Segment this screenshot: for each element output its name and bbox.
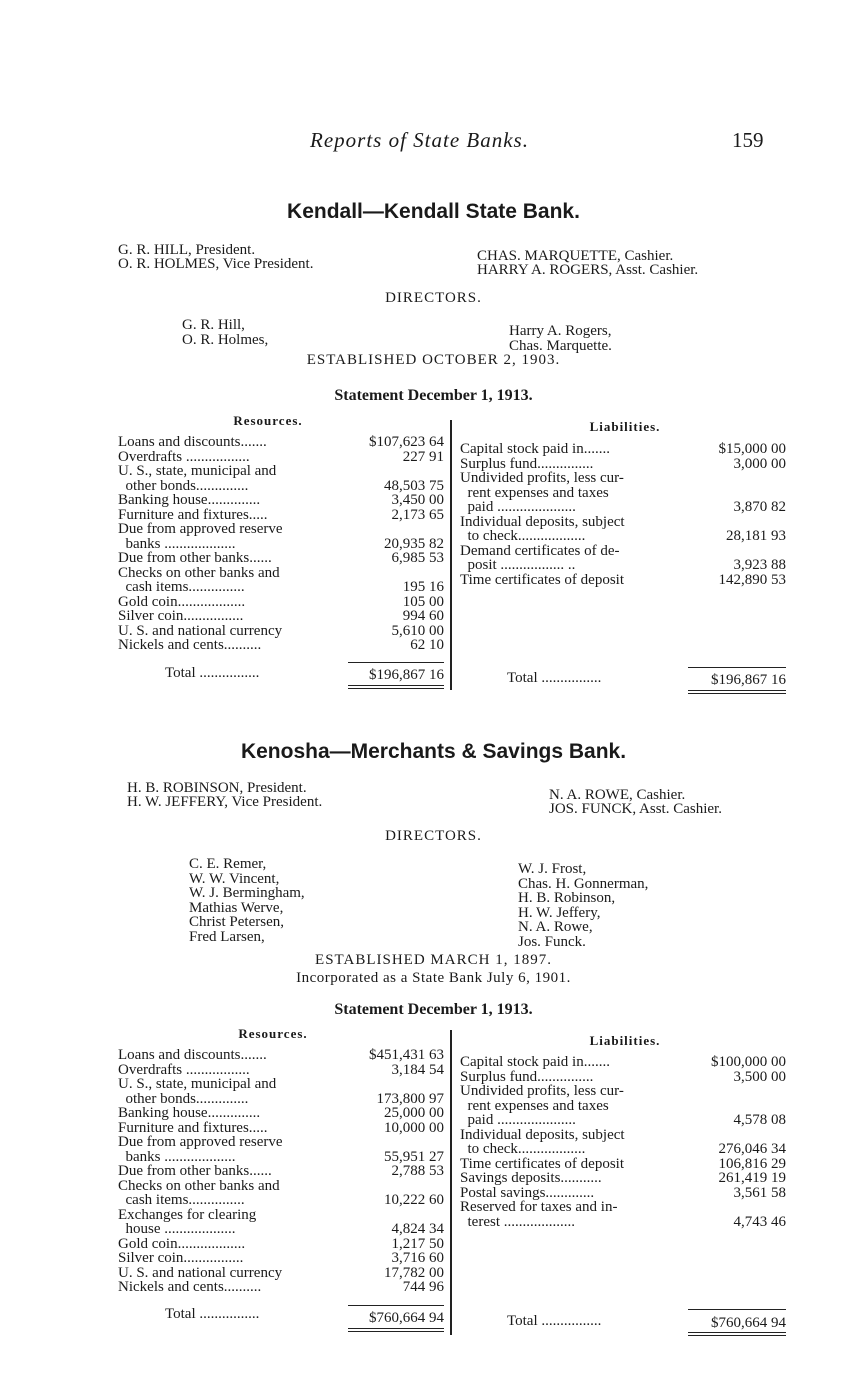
ledger-row <box>118 551 448 566</box>
ledger-label: rent expenses and taxes <box>460 1097 609 1114</box>
ledger-label: Surplus fund............... <box>460 455 594 472</box>
ledger-label: Undivided profits, less cur- <box>460 1083 624 1099</box>
ledger-label: house ................... <box>118 1221 236 1237</box>
ledger-row <box>118 595 448 610</box>
ledger-label: Surplus fund............... <box>460 1068 594 1085</box>
bank2-title: Kenosha—Merchants & Savings Bank. <box>240 740 627 763</box>
ledger-row <box>118 638 448 653</box>
ledger-amount: $100,000 00 <box>711 1054 786 1070</box>
bank2-directors-left <box>189 857 305 944</box>
ledger-row <box>118 493 448 508</box>
ledger-label: Capital stock paid in....... <box>460 1054 610 1070</box>
director-name: Christ Petersen, <box>189 914 284 930</box>
bank2-incorporated: Incorporated as a State Bank July 6, 1901. <box>296 970 571 986</box>
ledger-label: terest ................... <box>460 1213 575 1230</box>
ledger-label: cash items............... <box>118 579 245 595</box>
ledger-amount: 4,824 34 <box>391 1221 444 1237</box>
bank1-directors-heading: DIRECTORS. <box>385 290 482 306</box>
ledger-row <box>460 573 790 588</box>
ledger-amount: 28,181 93 <box>726 528 786 544</box>
ledger-amount: 3,450 00 <box>391 492 444 508</box>
bank1-officers-left <box>118 243 313 271</box>
ledger-amount: 48,503 75 <box>384 477 444 494</box>
ledger-label: other bonds.............. <box>118 477 249 494</box>
ledger-label: rent expenses and taxes <box>460 484 609 501</box>
ledger-row <box>118 464 448 479</box>
bank1-total-liabilities: $196,867 16 <box>711 672 786 688</box>
ledger-row <box>460 500 790 515</box>
ledger-row <box>118 1164 448 1179</box>
ledger-amount: 744 96 <box>402 1279 444 1295</box>
running-head <box>0 128 867 158</box>
ledger-label: banks ................... <box>118 1148 236 1165</box>
director-name: H. B. Robinson, <box>518 890 616 906</box>
ledger-row <box>118 1135 448 1150</box>
double-rule <box>348 1328 444 1332</box>
ledger-amount: 10,222 60 <box>384 1192 444 1208</box>
ledger-label: Silver coin................ <box>118 608 244 624</box>
ledger-row <box>118 435 448 450</box>
ledger-amount: 62 10 <box>410 637 444 653</box>
ledger-label: Checks on other banks and <box>118 1177 280 1194</box>
ledger-row <box>118 1251 448 1266</box>
director-name: Jos. Funck. <box>518 933 586 950</box>
running-title: Reports of State Banks. <box>310 128 529 152</box>
ledger-amount: 105 00 <box>402 593 444 610</box>
ledger-amount: 142,890 53 <box>718 571 786 588</box>
ledger-row <box>118 450 448 465</box>
ledger-row <box>460 1128 790 1143</box>
ledger-row <box>118 609 448 624</box>
ledger-label: Individual deposits, subject <box>460 1126 625 1143</box>
director-name: N. A. Rowe, <box>518 919 593 935</box>
ledger-label: Gold coin.................. <box>118 593 246 610</box>
ledger-row <box>118 580 448 595</box>
sum-rule <box>688 667 786 668</box>
ledger-label: U. S. and national currency <box>118 622 283 639</box>
director-name: C. E. Remer, <box>189 856 267 872</box>
ledger-amount: 276,046 34 <box>718 1141 786 1157</box>
ledger-label: Time certificates of deposit <box>460 1155 624 1172</box>
bank2-directors-right <box>518 862 648 949</box>
double-rule <box>688 690 786 694</box>
ledger-row <box>460 1113 790 1128</box>
ledger-row <box>460 1157 790 1172</box>
bank1-total-label-right: Total ................ <box>507 670 602 686</box>
bank1-statement: Statement December 1, 1913. <box>334 387 533 404</box>
ledger-row <box>460 457 790 472</box>
officer: H. B. ROBINSON, President. <box>127 780 307 796</box>
ledger-row <box>118 1063 448 1078</box>
page-number: 159 <box>732 128 764 152</box>
ledger-label: Nickels and cents.......... <box>118 637 262 653</box>
ledger-row <box>460 1084 790 1099</box>
ledger-row <box>460 1215 790 1230</box>
ledger-row <box>118 1150 448 1165</box>
bank1-liabilities-table <box>460 442 790 587</box>
ledger-row <box>118 1106 448 1121</box>
ledger-label: Banking house.............. <box>118 1105 261 1121</box>
ledger-row <box>118 1266 448 1281</box>
officer: JOS. FUNCK, Asst. Cashier. <box>549 801 722 817</box>
bank1-directors-left <box>182 318 268 347</box>
director-name: Harry A. Rogers, <box>509 323 612 339</box>
ledger-row <box>118 522 448 537</box>
ledger-amount: 106,816 29 <box>718 1155 786 1172</box>
ledger-label: banks ................... <box>118 535 236 552</box>
ledger-row <box>460 471 790 486</box>
ledger-amount: 6,985 53 <box>391 550 444 566</box>
director-name: Chas. H. Gonnerman, <box>518 875 649 892</box>
ledger-label: Demand certificates of de- <box>460 542 620 559</box>
ledger-row <box>460 1099 790 1114</box>
ledger-label: U. S., state, municipal and <box>118 463 277 479</box>
ledger-amount: 3,000 00 <box>733 455 786 472</box>
sum-rule <box>348 1305 444 1306</box>
ledger-amount: $107,623 64 <box>369 434 444 450</box>
ledger-amount: 261,419 19 <box>718 1170 786 1186</box>
ledger-row <box>118 1077 448 1092</box>
ledger-label: paid ..................... <box>460 499 576 515</box>
ledger-amount: 3,561 58 <box>733 1184 786 1201</box>
ledger-amount: 173,800 97 <box>376 1090 444 1107</box>
ledger-amount: $451,431 63 <box>369 1047 444 1063</box>
bank1-resources-heading: Resources. <box>233 413 303 428</box>
ledger-label: other bonds.............. <box>118 1090 249 1107</box>
ledger-label: Savings deposits........... <box>460 1170 602 1186</box>
officer: CHAS. MARQUETTE, Cashier. <box>477 248 674 264</box>
officer: H. W. JEFFERY, Vice President. <box>127 794 323 810</box>
ledger-row <box>118 1237 448 1252</box>
ledger-label: Gold coin.................. <box>118 1235 246 1252</box>
ledger-row <box>118 1179 448 1194</box>
ledger-label: Banking house.............. <box>118 492 261 508</box>
ledger-row <box>118 1121 448 1136</box>
ledger-label: Capital stock paid in....... <box>460 441 610 457</box>
officer: O. R. HOLMES, Vice President. <box>118 256 314 272</box>
ledger-row <box>460 1070 790 1085</box>
bank2-total-liabilities: $760,664 94 <box>711 1315 786 1331</box>
double-rule <box>688 1332 786 1336</box>
ledger-row <box>460 1142 790 1157</box>
ledger-row <box>118 1193 448 1208</box>
ledger-row <box>118 1092 448 1107</box>
bank2-liabilities-heading: Liabilities. <box>589 1033 661 1048</box>
ledger-row <box>460 529 790 544</box>
ledger-row <box>118 566 448 581</box>
bank2-directors-heading: DIRECTORS. <box>385 828 482 844</box>
officer: N. A. ROWE, Cashier. <box>549 787 686 803</box>
officer: G. R. HILL, President. <box>118 242 256 258</box>
bank1-directors-right <box>509 324 612 353</box>
director-name: W. J. Frost, <box>518 861 587 877</box>
ledger-amount: 2,173 65 <box>391 506 444 523</box>
ledger-amount: 3,184 54 <box>391 1061 444 1078</box>
ledger-label: Due from approved reserve <box>118 1134 283 1150</box>
ledger-amount: 3,500 00 <box>733 1068 786 1085</box>
ledger-amount: 195 16 <box>402 579 444 595</box>
ledger-label: Postal savings............. <box>460 1184 595 1201</box>
ledger-label: U. S., state, municipal and <box>118 1076 277 1092</box>
ledger-row <box>460 558 790 573</box>
ledger-row <box>460 1186 790 1201</box>
ledger-label: to check.................. <box>460 528 586 544</box>
ledger-amount: 20,935 82 <box>384 535 444 552</box>
director-name: Mathias Werve, <box>189 899 284 916</box>
director-name: W. W. Vincent, <box>189 870 280 887</box>
ledger-label: Reserved for taxes and in- <box>460 1199 618 1215</box>
director-name: O. R. Holmes, <box>182 331 269 348</box>
bank2-total-label-left: Total ................ <box>165 1306 260 1322</box>
ledger-row <box>460 515 790 530</box>
ledger-label: posit ................. .. <box>460 557 576 573</box>
ledger-label: Exchanges for clearing <box>118 1206 257 1223</box>
column-divider <box>450 420 452 690</box>
bank1-officers-right <box>477 249 698 277</box>
ledger-label: cash items............... <box>118 1192 245 1208</box>
bank2-liabilities-table <box>460 1055 790 1229</box>
bank2-total-resources: $760,664 94 <box>369 1310 444 1326</box>
director-name: W. J. Bermingham, <box>189 885 305 901</box>
sum-rule <box>688 1309 786 1310</box>
ledger-row <box>118 1048 448 1063</box>
bank2-statement: Statement December 1, 1913. <box>334 1001 533 1018</box>
ledger-row <box>118 508 448 523</box>
ledger-amount: 994 60 <box>402 608 444 624</box>
ledger-row <box>460 1171 790 1186</box>
ledger-amount: 1,217 50 <box>391 1235 444 1252</box>
ledger-row <box>460 442 790 457</box>
bank2-total-label-right: Total ................ <box>507 1313 602 1329</box>
ledger-amount: 17,782 00 <box>384 1264 444 1281</box>
ledger-amount: 3,870 82 <box>733 499 786 515</box>
double-rule <box>348 685 444 689</box>
ledger-label: U. S. and national currency <box>118 1264 283 1281</box>
ledger-label: Due from other banks...... <box>118 1163 272 1179</box>
bank2-officers-left <box>127 781 322 809</box>
ledger-row <box>460 1055 790 1070</box>
bank2-resources-table <box>118 1048 448 1295</box>
bank1-total-label-left: Total ................ <box>165 665 260 681</box>
ledger-amount: $15,000 00 <box>718 441 786 457</box>
ledger-label: Silver coin................ <box>118 1250 244 1266</box>
ledger-amount: 227 91 <box>402 448 444 465</box>
ledger-label: Due from other banks...... <box>118 550 272 566</box>
ledger-amount: 5,610 00 <box>391 622 444 639</box>
bank1-title: Kendall—Kendall State Bank. <box>287 200 580 223</box>
ledger-label: Furniture and fixtures..... <box>118 1119 268 1136</box>
ledger-row <box>460 544 790 559</box>
bank1-liabilities-heading: Liabilities. <box>589 419 661 434</box>
ledger-amount: 55,951 27 <box>384 1148 444 1165</box>
ledger-row <box>118 1222 448 1237</box>
ledger-label: Individual deposits, subject <box>460 513 625 530</box>
ledger-label: Undivided profits, less cur- <box>460 470 624 486</box>
ledger-row <box>460 1200 790 1215</box>
ledger-amount: 3,716 60 <box>391 1250 444 1266</box>
bank2-resources-heading: Resources. <box>238 1026 308 1041</box>
bank1-resources-table <box>118 435 448 653</box>
ledger-amount: 4,743 46 <box>733 1213 786 1230</box>
ledger-label: Overdrafts ................. <box>118 448 250 465</box>
director-name: Fred Larsen, <box>189 928 265 945</box>
ledger-amount: 25,000 00 <box>384 1105 444 1121</box>
ledger-label: Due from approved reserve <box>118 521 283 537</box>
column-divider <box>450 1030 452 1335</box>
ledger-label: Nickels and cents.......... <box>118 1279 262 1295</box>
ledger-row <box>118 624 448 639</box>
ledger-row <box>118 1208 448 1223</box>
bank2-officers-right <box>549 788 722 816</box>
director-name: H. W. Jeffery, <box>518 904 601 921</box>
bank1-established: ESTABLISHED OCTOBER 2, 1903. <box>306 352 561 368</box>
bank1-total-resources: $196,867 16 <box>369 667 444 683</box>
ledger-label: Furniture and fixtures..... <box>118 506 268 523</box>
director-name: Chas. Marquette. <box>509 337 612 354</box>
ledger-amount: 3,923 88 <box>733 557 786 573</box>
ledger-label: Overdrafts ................. <box>118 1061 250 1078</box>
ledger-row <box>118 479 448 494</box>
ledger-label: to check.................. <box>460 1141 586 1157</box>
ledger-label: paid ..................... <box>460 1112 576 1128</box>
ledger-label: Loans and discounts....... <box>118 434 267 450</box>
sum-rule <box>348 662 444 663</box>
officer: HARRY A. ROGERS, Asst. Cashier. <box>477 262 699 278</box>
ledger-label: Time certificates of deposit <box>460 571 624 588</box>
ledger-amount: 10,000 00 <box>384 1119 444 1136</box>
bank2-established: ESTABLISHED MARCH 1, 1897. <box>315 952 552 968</box>
ledger-label: Checks on other banks and <box>118 564 280 581</box>
ledger-amount: 4,578 08 <box>733 1112 786 1128</box>
ledger-row <box>118 537 448 552</box>
ledger-row <box>118 1280 448 1295</box>
director-name: G. R. Hill, <box>182 317 245 333</box>
ledger-amount: 2,788 53 <box>391 1163 444 1179</box>
ledger-label: Loans and discounts....... <box>118 1047 267 1063</box>
ledger-row <box>460 486 790 501</box>
